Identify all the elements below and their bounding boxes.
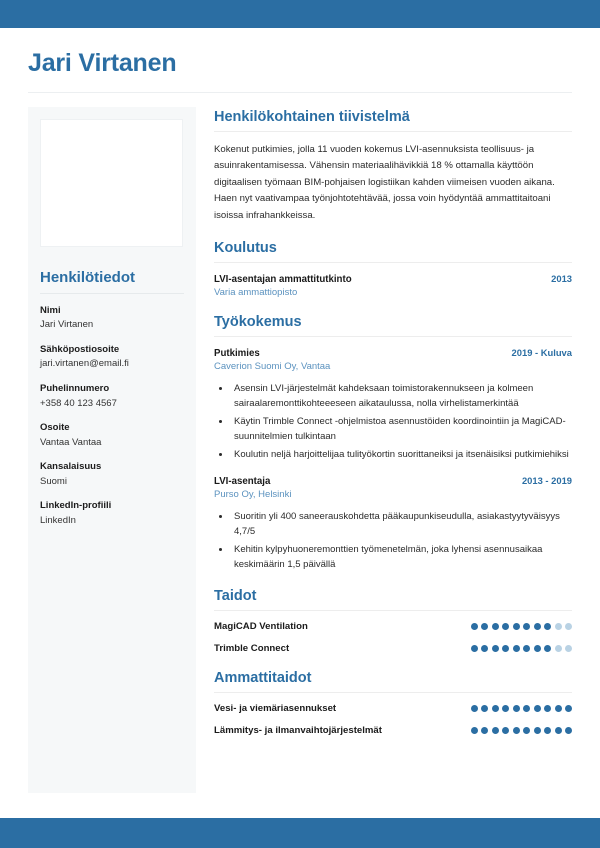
rating-dot — [471, 623, 478, 630]
rating-dot — [471, 705, 478, 712]
personal-details-divider — [40, 293, 184, 294]
rating-dot — [565, 645, 572, 652]
experience-heading: Työkokemus — [214, 314, 302, 330]
summary-heading: Henkilökohtainen tiivistelmä — [214, 108, 410, 125]
experience-bullet-list — [214, 381, 572, 462]
rating-dot — [481, 727, 488, 734]
rating-dot — [534, 705, 541, 712]
profile-photo-placeholder — [40, 119, 183, 247]
main-content — [196, 107, 572, 753]
bottom-accent-bar — [0, 818, 600, 848]
rating-dot — [565, 727, 572, 734]
rating-dot — [555, 705, 562, 712]
rating-dot — [534, 645, 541, 652]
experience-entry — [214, 475, 572, 573]
professional-skill-row — [214, 703, 572, 714]
education-degree: LVI-asentajan ammattitutkinto — [214, 274, 352, 285]
education-divider — [214, 262, 572, 263]
resume-page — [0, 28, 600, 818]
skill-row — [214, 643, 572, 654]
experience-entry-row — [214, 347, 572, 359]
rating-dot — [492, 645, 499, 652]
header-divider — [28, 92, 572, 93]
rating-dot — [492, 705, 499, 712]
education-list — [214, 273, 572, 298]
rating-dot — [555, 623, 562, 630]
skills-list — [214, 621, 572, 654]
detail-value: Jari Virtanen — [40, 319, 94, 331]
experience-list — [214, 347, 572, 572]
detail-value: +358 40 123 4567 — [40, 397, 117, 409]
detail-label: Puhelinnumero — [40, 382, 110, 394]
experience-company: Caverion Suomi Oy, Vantaa — [214, 361, 331, 372]
skill-label: MagiCAD Ventilation — [214, 621, 308, 633]
education-entry — [214, 273, 572, 298]
experience-entry — [214, 347, 572, 462]
rating-dot — [502, 705, 509, 712]
rating-dot — [565, 623, 572, 630]
rating-dot — [565, 705, 572, 712]
rating-dot — [544, 645, 551, 652]
rating-dot — [544, 705, 551, 712]
detail-value: LinkedIn — [40, 514, 76, 526]
detail-label: Sähköpostiosoite — [40, 343, 120, 355]
detail-label: LinkedIn-profiili — [40, 500, 112, 512]
experience-company: Purso Oy, Helsinki — [214, 488, 292, 500]
experience-divider — [214, 336, 572, 337]
skill-rating-dots — [471, 645, 573, 652]
experience-entry-row — [214, 475, 572, 487]
experience-job-title: Putkimies — [214, 348, 260, 359]
education-date: 2013 — [551, 273, 572, 284]
rating-dot — [544, 727, 551, 734]
section-professional-skills — [214, 670, 572, 736]
section-experience — [214, 314, 572, 572]
education-heading: Koulutus — [214, 240, 277, 256]
experience-bullet-list — [214, 509, 572, 573]
education-institution: Varia ammattiopisto — [214, 287, 298, 298]
skill-row — [214, 621, 572, 632]
skill-label: Trimble Connect — [214, 643, 290, 655]
skill-label: Vesi- ja viemäriasennukset — [214, 703, 337, 715]
rating-dot — [513, 623, 520, 630]
rating-dot — [502, 727, 509, 734]
rating-dot — [523, 623, 530, 630]
experience-bullet: • Kehitin kylpyhuoneremonttien työmenetelmän, joka lyhensi asennusaikaa keskimäärin 1,5 päivällä — [231, 542, 572, 573]
skill-rating-dots — [471, 705, 573, 712]
detail-item — [40, 305, 184, 332]
education-entry-row — [214, 273, 572, 285]
rating-dot — [523, 727, 530, 734]
top-accent-bar — [0, 0, 600, 28]
detail-value: jari.virtanen@email.fi — [40, 358, 129, 370]
rating-dot — [471, 727, 478, 734]
experience-bullet: • Asensin LVI-järjestelmät kahdeksaan toimistorakennukseen ja kolmeen sairaalaremonttikohteeeseen aikataulussa, nolla virhelistamerkintää — [231, 381, 572, 412]
rating-dot — [492, 727, 499, 734]
rating-dot — [502, 645, 509, 652]
skill-label: Lämmitys- ja ilmanvaihtojärjestelmät — [214, 725, 382, 737]
rating-dot — [523, 705, 530, 712]
rating-dot — [534, 623, 541, 630]
experience-date: 2013 - 2019 — [521, 474, 572, 486]
experience-date: 2019 - Kuluva — [511, 347, 572, 358]
experience-bullet: • Suoritin yli 400 saneerauskohdetta pääkaupunkiseudulla, asiakastyytyväisyys 4,7/5 — [231, 509, 572, 540]
summary-text: Kokenut putkimies, jolla 11 vuoden kokemus LVI-asennuksista teollisuus- ja asuinrakentamisessa. Vähensin materiaalihävikkiä 18 % ottamalla käyttöön digitaalisen työmaan BIM-pohjaisen logistiikan kahden viimeisen vuoden aikana. Haen nyt vaativampaa työnjohtotehtävää, jossa voin hyödyntää ammattitaitoani isoissa infrahankkeissa. — [214, 143, 555, 221]
detail-label: Osoite — [40, 421, 70, 433]
rating-dot — [502, 623, 509, 630]
rating-dot — [492, 623, 499, 630]
detail-label: Nimi — [40, 304, 61, 316]
page-title: Jari Virtanen — [28, 49, 177, 77]
detail-item — [40, 344, 184, 371]
skill-rating-dots — [471, 623, 573, 630]
detail-item — [40, 383, 184, 410]
rating-dot — [471, 645, 478, 652]
rating-dot — [555, 727, 562, 734]
professional-skill-row — [214, 725, 572, 736]
detail-item — [40, 500, 184, 527]
rating-dot — [481, 645, 488, 652]
experience-bullet: • Koulutin neljä harjoittelijaa tulityökortin suorittaneiksi ja itsenäisiksi putkimiehiksi — [231, 447, 572, 462]
skill-rating-dots — [471, 727, 573, 734]
rating-dot — [555, 645, 562, 652]
professional-skills-divider — [214, 692, 572, 693]
personal-details-heading: Henkilötiedot — [40, 268, 136, 286]
rating-dot — [513, 705, 520, 712]
skills-heading: Taidot — [214, 588, 257, 605]
section-education — [214, 240, 572, 298]
professional-skills-list — [214, 703, 572, 736]
detail-item — [40, 461, 184, 488]
rating-dot — [534, 727, 541, 734]
skills-divider — [214, 610, 572, 611]
name-header — [28, 28, 572, 93]
rating-dot — [481, 705, 488, 712]
section-summary — [214, 109, 572, 225]
rating-dot — [523, 645, 530, 652]
rating-dot — [513, 727, 520, 734]
rating-dot — [481, 623, 488, 630]
section-skills — [214, 588, 572, 654]
professional-skills-heading: Ammattitaidot — [214, 670, 312, 687]
detail-value: Suomi — [40, 475, 67, 487]
experience-job-title: LVI-asentaja — [214, 475, 271, 487]
detail-label: Kansalaisuus — [40, 460, 102, 472]
detail-item — [40, 422, 184, 449]
sidebar — [28, 107, 196, 793]
personal-details-list — [40, 305, 184, 528]
detail-value: Vantaa Vantaa — [40, 436, 102, 448]
summary-divider — [214, 131, 572, 132]
rating-dot — [513, 645, 520, 652]
resume-body — [28, 107, 572, 793]
experience-bullet: • Käytin Trimble Connect -ohjelmistoa asennustöiden koordinointiin ja MagiCAD-suunnitelmien tulkintaan — [231, 414, 572, 445]
rating-dot — [544, 623, 551, 630]
